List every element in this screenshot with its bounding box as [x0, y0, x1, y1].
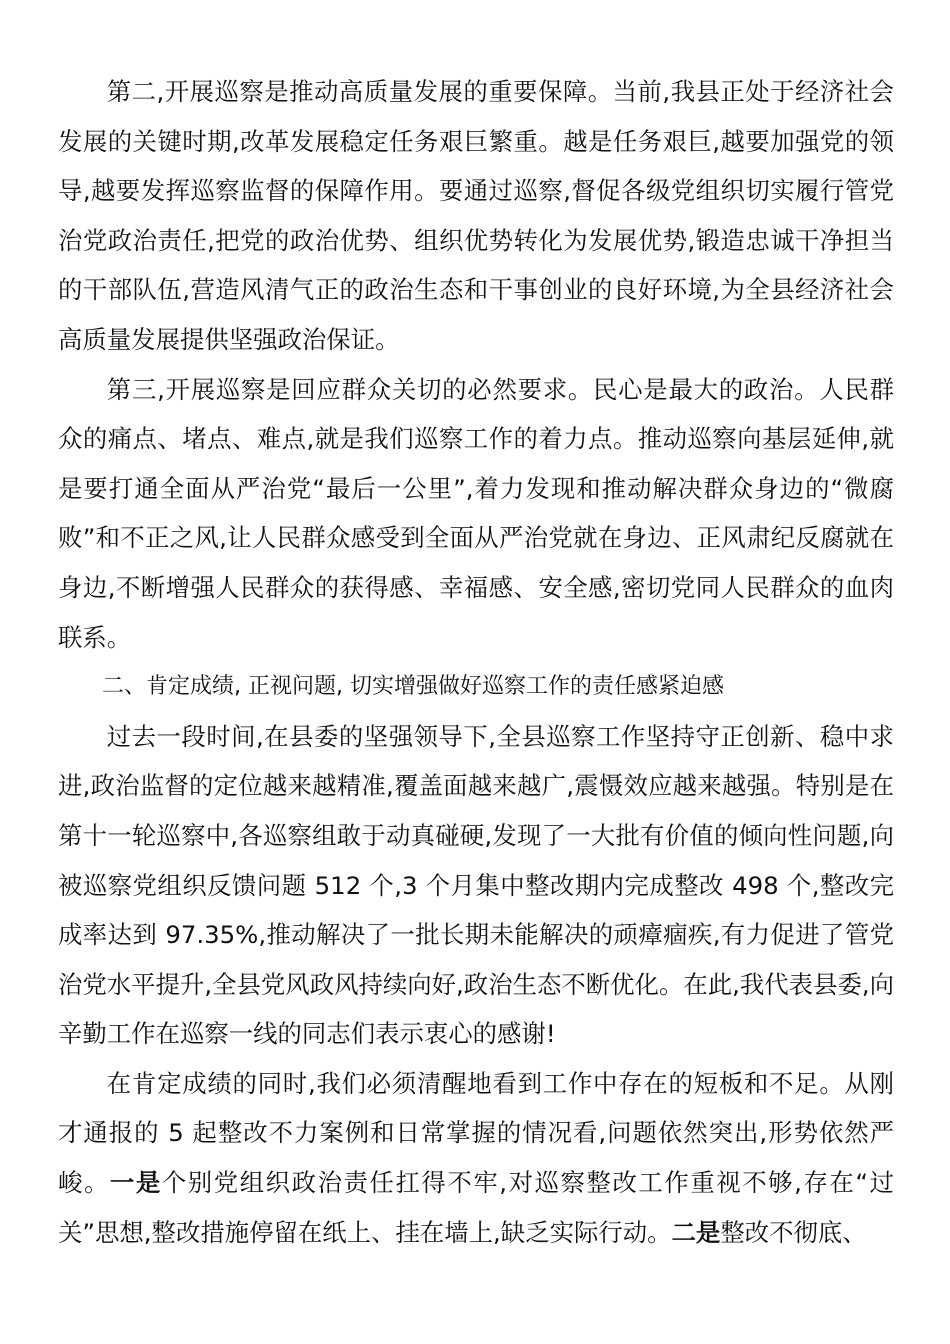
- paragraph-shortcomings: [58, 1059, 894, 1257]
- point-two-label: 二是: [671, 1217, 721, 1247]
- point-two-text: 整改不彻底、: [720, 1217, 867, 1247]
- point-one-label: 一是: [109, 1168, 162, 1198]
- point-one-text: 个别党组织政治责任扛得不牢,对巡察整改工作重视不够,存在“过关”思想,整改措施停留在纸上、挂在墙上,缺乏实际行动。: [58, 1168, 894, 1247]
- shortcomings-intro: 在肯定成绩的同时,我们必须清醒地看到工作中存在的短板和不足。从刚才通报的 5 起整改不力案例和日常掌握的情况看,问题依然突出,形势依然严峻。: [58, 1068, 894, 1198]
- paragraph-second-point: 第二,开展巡察是推动高质量发展的重要保障。当前,我县正处于经济社会发展的关键时期,改革发展稳定任务艰巨繁重。越是任务艰巨,越要加强党的领导,越要发挥巡察监督的保障作用。要通过巡察,督促各级党组织切实履行管党治党政治责任,把党的政治优势、组织优势转化为发展优势,锻造忠诚干净担当的干部队伍,营造风清气正的政治生态和干事创业的良好环境,为全县经济社会高质量发展提供坚强政治保证。: [58, 77, 894, 354]
- document-page: [58, 67, 894, 1257]
- paragraph-third-point: 第三,开展巡察是回应群众关切的必然要求。民心是最大的政治。人民群众的痛点、堵点、难点,就是我们巡察工作的着力点。推动巡察向基层延伸,就是要打通全面从严治党“最后一公里”,着力发现和推动解决群众身边的“微腐败”和不正之风,让人民群众感受到全面从严治党就在身边、正风肃纪反腐就在身边,不断增强人民群众的获得感、幸福感、安全感,密切党同人民群众的血肉联系。: [58, 374, 894, 652]
- section-heading-two: 二、肯定成绩, 正视问题, 切实增强做好巡察工作的责任感紧迫感: [102, 674, 724, 700]
- paragraph-achievements: 过去一段时间,在县委的坚强领导下,全县巡察工作坚持守正创新、稳中求进,政治监督的定位越来越精准,覆盖面越来越广,震慑效应越来越强。特别是在第十一轮巡察中,各巡察组敢于动真碰硬,发现了一大批有价值的倾向性问题,向被巡察党组织反馈问题 512 个,3 个月集中整改期内完成整改 498 个,整改完成率达到 97.35%,推动解决了一批长期未能解决的顽瘴痼疾,有力促进了管党治党水平提升,全县党风政风持续向好,政治生态不断优化。在此,我代表县委,向辛勤工作在巡察一线的同志们表示衷心的感谢!: [58, 721, 894, 1049]
